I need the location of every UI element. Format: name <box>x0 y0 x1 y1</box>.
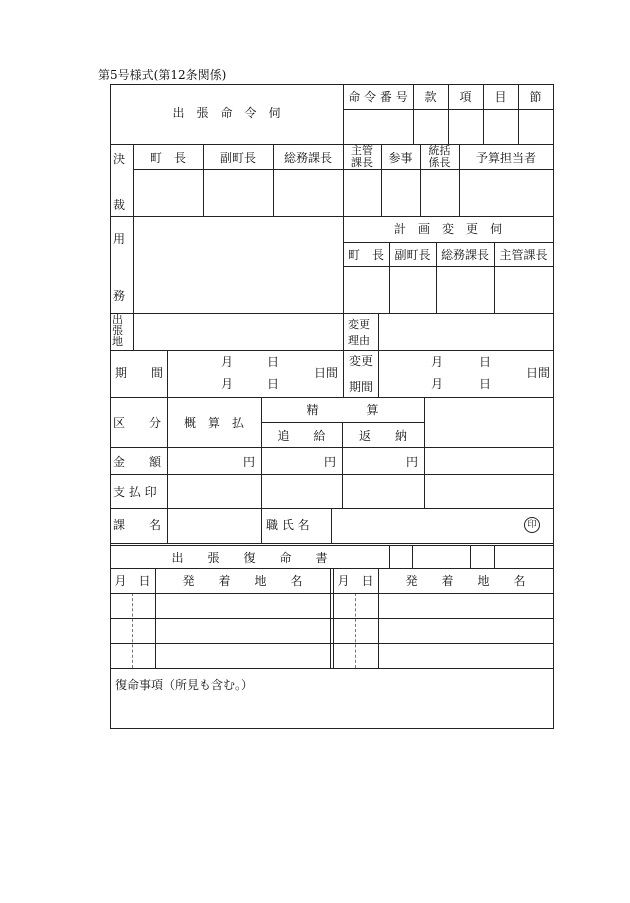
period-days-total: 日間 <box>314 366 339 380</box>
rule-line <box>110 643 554 644</box>
role-budget-officer: 予算担当者 <box>475 151 536 165</box>
period-start-month: 月 <box>221 355 234 369</box>
dashed-divider <box>132 593 133 668</box>
rule-line <box>424 397 425 509</box>
changed-start-month: 月 <box>431 355 444 369</box>
rule-line <box>110 397 554 398</box>
period-start-day: 日 <box>267 355 280 369</box>
changed-days-total: 日間 <box>526 366 551 380</box>
role-deputy-mayor: 副町長 <box>219 151 256 165</box>
plan-role-deputy-mayor: 副町長 <box>394 248 431 262</box>
form-left-border <box>110 84 111 546</box>
rule-line <box>110 447 554 448</box>
rule-line <box>167 508 168 544</box>
changed-start-day: 日 <box>479 355 492 369</box>
rule-line <box>133 216 134 314</box>
purpose-label-bottom: 務 <box>113 289 126 303</box>
rule-line <box>343 242 554 243</box>
rule-line <box>110 144 554 145</box>
rule-line <box>167 397 168 475</box>
report-notes-label: 復命事項（所見も含む。） <box>115 678 254 692</box>
rule-line <box>494 545 495 569</box>
period-end-day: 日 <box>267 377 280 391</box>
budget-header-moku: 目 <box>494 90 507 104</box>
rule-line <box>167 350 168 398</box>
form-top-border <box>110 84 554 85</box>
staff-name-label: 職 氏 名 <box>266 518 310 532</box>
refund-yen: 円 <box>406 455 419 469</box>
form-right-border <box>553 84 554 546</box>
changed-end-month: 月 <box>431 377 444 391</box>
form-caption: 第5号様式(第12条関係) <box>98 68 227 82</box>
changed-period-label-bottom: 期間 <box>349 380 374 394</box>
rule-line <box>110 474 554 475</box>
role-counselor: 参事 <box>388 151 413 165</box>
form-bottom-border <box>110 728 554 729</box>
additional-payment-label: 追 給 <box>277 429 326 443</box>
route-header-date-right: 月 日 <box>337 574 374 588</box>
decision-label-top: 決 <box>113 152 126 166</box>
report-title: 出 張 復 命 書 <box>171 551 328 565</box>
plan-role-section-chief: 主管課長 <box>499 248 548 262</box>
purpose-label-top: 用 <box>113 232 126 246</box>
budget-header-setsu: 節 <box>529 90 542 104</box>
rule-line <box>378 313 379 351</box>
report-left-border <box>110 545 111 729</box>
rule-line <box>110 618 554 619</box>
plan-change-title: 計 画 変 更 伺 <box>393 222 502 236</box>
rule-line <box>343 266 554 267</box>
budget-header-order-number: 命 令 番 号 <box>348 90 408 104</box>
report-right-border <box>553 545 554 729</box>
changed-end-day: 日 <box>479 377 492 391</box>
route-header-date-left: 月 日 <box>114 574 151 588</box>
decision-label-bottom: 裁 <box>113 198 126 212</box>
rule-line <box>331 508 332 544</box>
budget-header-kou: 項 <box>459 90 472 104</box>
rule-line <box>389 545 390 569</box>
rule-line <box>110 593 554 594</box>
advance-payment-label: 概 算 払 <box>183 416 244 430</box>
order-title: 出 張 命 令 伺 <box>172 106 281 120</box>
route-header-place-right: 発 着 地 名 <box>405 574 526 588</box>
role-general-affairs-chief: 総務課長 <box>283 151 332 165</box>
section-name-label: 課 名 <box>113 518 162 532</box>
destination-label: 出 張 地 <box>112 313 123 348</box>
amount-label: 金 額 <box>113 455 162 469</box>
plan-role-general-affairs-chief: 総務課長 <box>440 248 489 262</box>
refund-label: 返 納 <box>358 429 407 443</box>
rule-line <box>133 169 554 170</box>
seal-mark: 印 <box>524 517 540 533</box>
role-section-chief: 主管 課長 <box>351 144 373 169</box>
rule-line <box>167 474 168 509</box>
period-end-month: 月 <box>221 377 234 391</box>
section-double-rule-bottom <box>110 545 554 546</box>
role-supervising-chief: 統括 係長 <box>428 144 451 169</box>
rule-line <box>110 313 554 314</box>
period-label: 期 間 <box>115 366 164 380</box>
rule-line <box>110 508 554 509</box>
settlement-label: 精 算 <box>306 403 379 417</box>
payment-seal-label: 支 払 印 <box>113 485 157 499</box>
rule-line <box>412 545 413 569</box>
plan-role-mayor: 町 長 <box>347 248 384 262</box>
budget-header-kan: 款 <box>424 90 437 104</box>
rule-line <box>470 545 471 569</box>
rule-line <box>343 350 344 398</box>
rule-line <box>378 350 379 398</box>
rule-line <box>133 313 134 351</box>
rule-line <box>110 350 554 351</box>
rule-line <box>110 668 554 669</box>
rule-line <box>343 313 344 351</box>
category-label: 区 分 <box>113 416 162 430</box>
section-double-rule-top <box>110 543 554 544</box>
rule-line <box>261 422 425 423</box>
rule-line <box>110 568 554 569</box>
changed-period-label-top: 変更 <box>349 354 374 368</box>
role-mayor: 町 長 <box>149 151 186 165</box>
rule-line <box>261 508 262 544</box>
advance-yen: 円 <box>243 455 256 469</box>
dashed-divider <box>355 593 356 668</box>
route-header-place-left: 発 着 地 名 <box>182 574 303 588</box>
rule-line <box>110 216 554 217</box>
change-reason-label: 変更 理由 <box>348 318 370 347</box>
additional-yen: 円 <box>324 455 337 469</box>
